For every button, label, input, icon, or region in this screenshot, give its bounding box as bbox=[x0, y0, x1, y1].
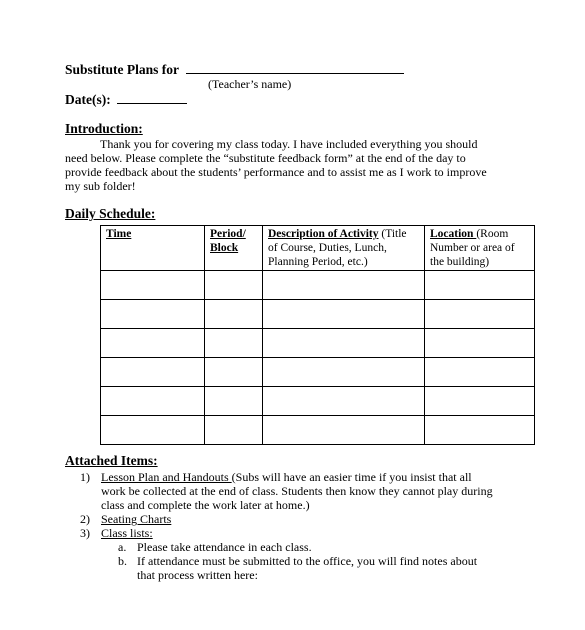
schedule-table bbox=[100, 225, 535, 445]
table-cell[interactable] bbox=[263, 300, 425, 329]
list-item-continuation: work be collected at the end of class. Students then know they cannot play during bbox=[101, 484, 493, 498]
schedule-header-row bbox=[101, 226, 535, 271]
table-cell[interactable] bbox=[205, 416, 263, 445]
intro-line-2: need below. Please complete the “substitute feedback form” at the end of the day to bbox=[65, 151, 466, 165]
table-cell[interactable] bbox=[205, 300, 263, 329]
introduction-heading: Introduction: bbox=[65, 121, 143, 136]
date-line bbox=[65, 91, 187, 108]
table-cell[interactable] bbox=[205, 329, 263, 358]
col-period: Period/ Block bbox=[205, 226, 263, 271]
table-cell[interactable] bbox=[425, 387, 535, 416]
list-item-continuation: class and complete the work later at home.) bbox=[101, 498, 310, 512]
table-row bbox=[101, 387, 535, 416]
table-cell[interactable] bbox=[263, 329, 425, 358]
table-cell[interactable] bbox=[101, 329, 205, 358]
table-cell[interactable] bbox=[101, 358, 205, 387]
table-cell[interactable] bbox=[425, 271, 535, 300]
daily-schedule-heading: Daily Schedule: bbox=[65, 206, 156, 221]
table-cell[interactable] bbox=[101, 416, 205, 445]
seating-charts-link[interactable]: Seating Charts bbox=[101, 512, 172, 526]
table-row bbox=[101, 358, 535, 387]
table-cell[interactable] bbox=[101, 271, 205, 300]
teacher-name-blank[interactable] bbox=[186, 61, 404, 74]
table-cell[interactable] bbox=[425, 300, 535, 329]
table-row bbox=[101, 300, 535, 329]
title-text: Substitute Plans for bbox=[65, 62, 179, 77]
table-cell[interactable] bbox=[425, 358, 535, 387]
table-cell[interactable] bbox=[263, 387, 425, 416]
table-cell[interactable] bbox=[205, 358, 263, 387]
class-lists-link[interactable]: Class lists: bbox=[101, 526, 153, 540]
list-item: 1) Lesson Plan and Handouts (Subs will have an easier time if you insist that all bbox=[80, 470, 472, 484]
list-item: 2) Seating Charts bbox=[80, 512, 172, 526]
col-location: Location (Room Number or area of the building) bbox=[425, 226, 535, 271]
col-activity: Description of Activity (Title of Course, Duties, Lunch, Planning Period, etc.) bbox=[263, 226, 425, 271]
table-cell[interactable] bbox=[101, 387, 205, 416]
table-cell[interactable] bbox=[205, 271, 263, 300]
col-time: Time bbox=[101, 226, 205, 271]
table-cell[interactable] bbox=[263, 416, 425, 445]
date-blank[interactable] bbox=[117, 91, 187, 104]
intro-line-3: provide feedback about the students’ performance and to assist me as I work to improve bbox=[65, 165, 487, 179]
attached-items-heading: Attached Items: bbox=[65, 453, 158, 468]
table-row bbox=[101, 271, 535, 300]
teacher-name-caption: (Teacher’s name) bbox=[208, 77, 292, 91]
table-cell[interactable] bbox=[101, 300, 205, 329]
table-row bbox=[101, 416, 535, 445]
sub-list-item: b. If attendance must be submitted to the office, you will find notes about bbox=[118, 554, 478, 568]
table-cell[interactable] bbox=[263, 271, 425, 300]
intro-line-1: Thank you for covering my class today. I have included everything you should bbox=[100, 137, 478, 151]
sub-list-item-continuation: that process written here: bbox=[137, 568, 258, 582]
date-label: Date(s): bbox=[65, 92, 111, 107]
table-cell[interactable] bbox=[263, 358, 425, 387]
table-row bbox=[101, 329, 535, 358]
intro-line-4: my sub folder! bbox=[65, 179, 136, 193]
lesson-plan-link[interactable]: Lesson Plan and Handouts bbox=[101, 470, 232, 484]
table-cell[interactable] bbox=[425, 329, 535, 358]
sub-list-item: a. Please take attendance in each class. bbox=[118, 540, 312, 554]
table-cell[interactable] bbox=[425, 416, 535, 445]
table-cell[interactable] bbox=[205, 387, 263, 416]
list-item: 3) Class lists: bbox=[80, 526, 153, 540]
document-title bbox=[65, 61, 404, 78]
